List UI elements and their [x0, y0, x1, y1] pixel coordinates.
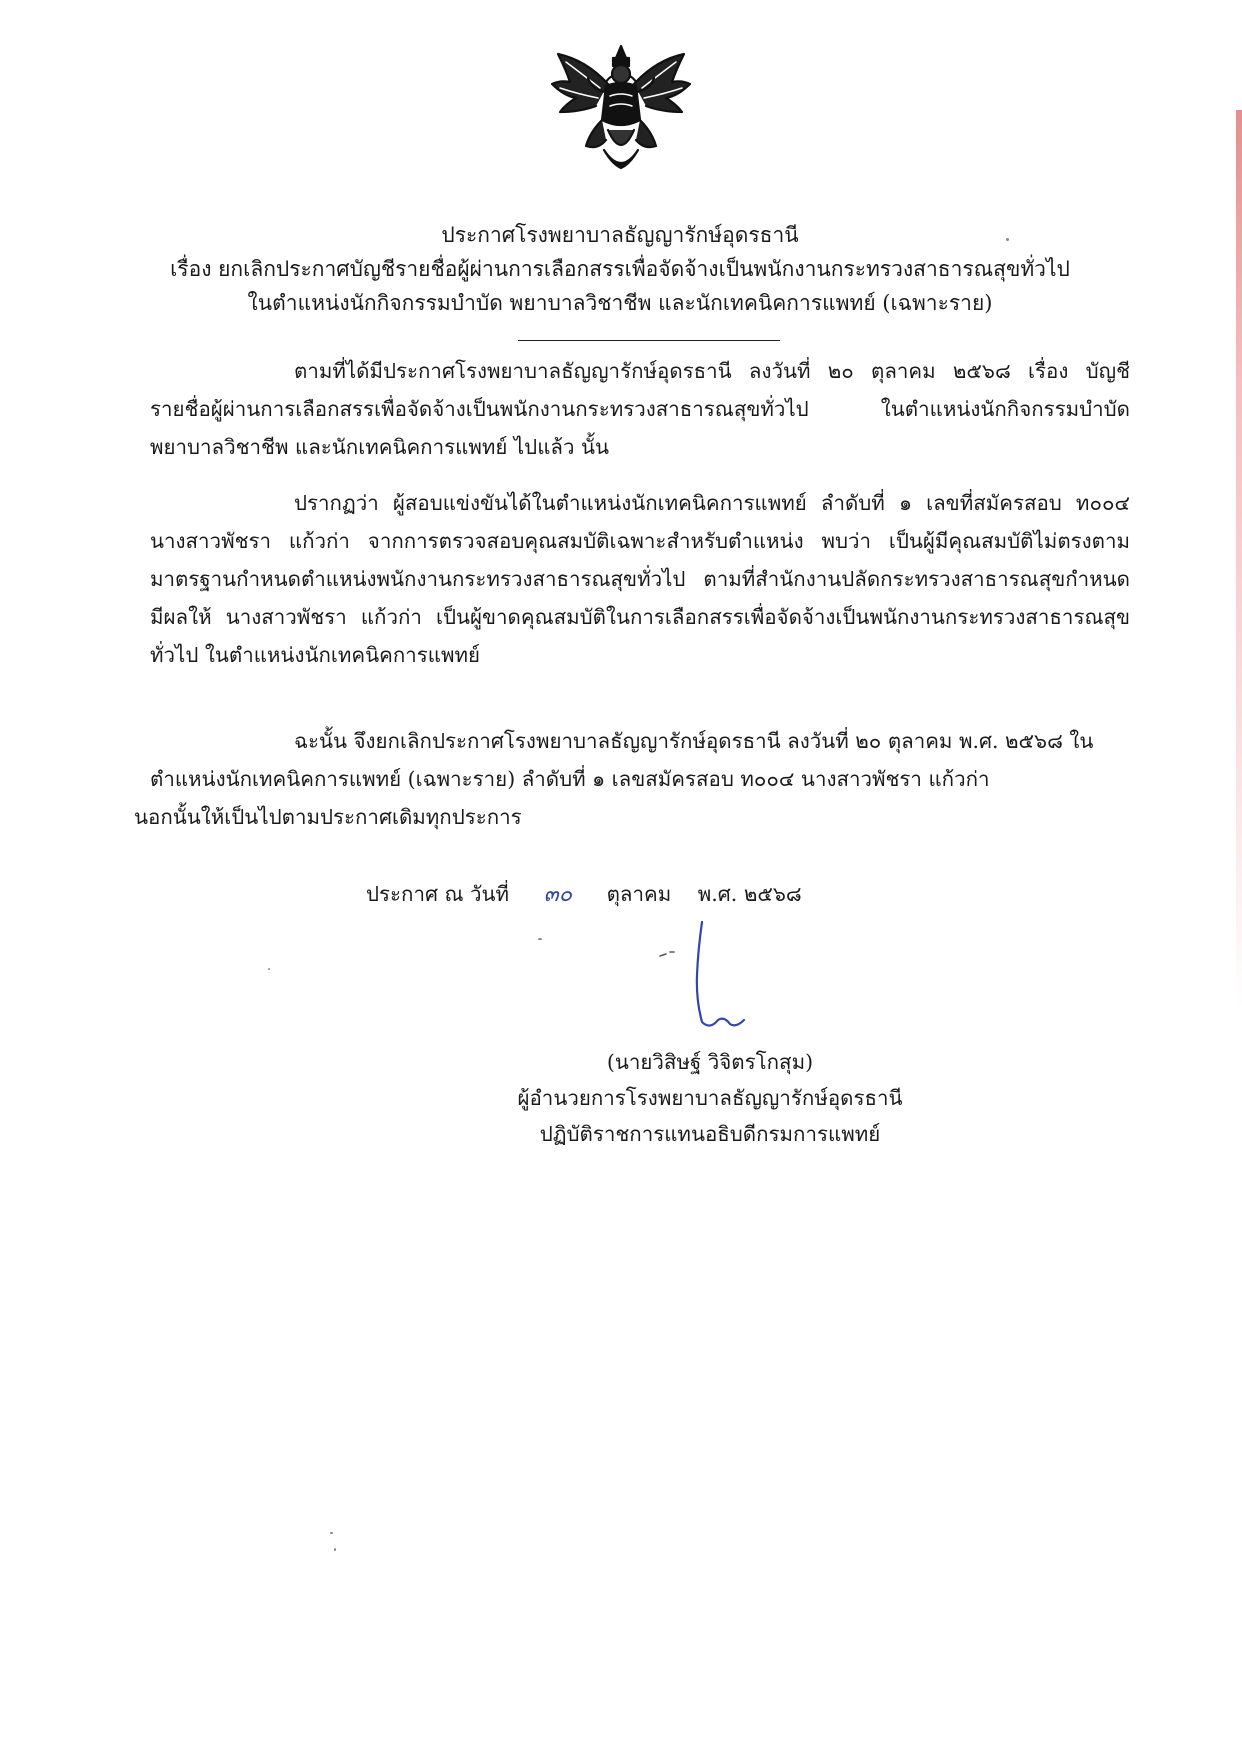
- paragraph-line: รายชื่อผู้ผ่านการเลือกสรรเพื่อจัดจ้างเป็นพนักงานกระทรวงสาธารณสุขทั่วไป ในตำแหน่งนักกิจกรรมบำบัด: [150, 397, 1130, 421]
- announcement-title: ประกาศโรงพยาบาลธัญญารักษ์อุดรธานี: [441, 223, 799, 247]
- scan-speck: [268, 968, 270, 970]
- paragraph-cancellation: [134, 722, 1130, 836]
- paragraph-line: ฉะนั้น จึงยกเลิกประกาศโรงพยาบาลธัญญารักษ์อุดรธานี ลงวันที่ ๒๐ ตุลาคม พ.ศ. ๒๕๖๘ ใน: [294, 729, 1094, 753]
- scan-speck: [330, 1532, 333, 1534]
- date-day-handwritten: ๓๐: [543, 882, 573, 907]
- paragraph-line: ตามที่ได้มีประกาศโรงพยาบาลธัญญารักษ์อุดรธานี ลงวันที่ ๒๐ ตุลาคม ๒๕๖๘ เรื่อง บัญชี: [294, 359, 1130, 383]
- paragraph-line: มาตรฐานกำหนดตำแหน่งพนักงานกระทรวงสาธารณสุขทั่วไป ตามที่สำนักงานปลัดกระทรวงสาธารณสุขกำหนด: [150, 567, 1130, 591]
- paragraph-finding: [150, 484, 1130, 674]
- edge-mark: [1236, 110, 1242, 1010]
- paragraph-line: พยาบาลวิชาชีพ และนักเทคนิคการแพทย์ ไปแล้ว นั้น: [150, 435, 610, 459]
- paragraph-line: ทั่วไป ในตำแหน่งนักเทคนิคการแพทย์: [150, 643, 481, 667]
- date-year: พ.ศ. ๒๕๖๘: [697, 882, 802, 906]
- signer-name: (นายวิสิษฐ์ วิจิตรโกสุม): [606, 1050, 814, 1074]
- paragraph-line: นอกนั้นให้เป็นไปตามประกาศเดิมทุกประการ: [134, 805, 522, 829]
- announcement-positions: ในตำแหน่งนักกิจกรรมบำบัด พยาบาลวิชาชีพ และนักเทคนิคการแพทย์ (เฉพาะราย): [247, 291, 993, 315]
- date-prefix: ประกาศ ณ วันที่: [366, 882, 510, 906]
- handwritten-signature: [640, 920, 770, 1035]
- paragraph-line: ปรากฏว่า ผู้สอบแข่งขันได้ในตำแหน่งนักเทคนิคการแพทย์ ลำดับที่ ๑ เลขที่สมัครสอบ ท๐๐๔: [294, 491, 1130, 515]
- paragraph-line: ตำแหน่งนักเทคนิคการแพทย์ (เฉพาะราย) ลำดับที่ ๑ เลขสมัครสอบ ท๐๐๔ นางสาวพัชรา แก้วก่า: [150, 767, 990, 791]
- header-divider: [518, 340, 780, 341]
- signer-acting-for: ปฏิบัติราชการแทนอธิบดีกรมการแพทย์: [539, 1122, 881, 1146]
- date-month: ตุลาคม: [606, 882, 672, 906]
- announcement-date: [366, 876, 802, 911]
- paragraph-reference: [150, 352, 1130, 466]
- scan-speck: [334, 1548, 336, 1551]
- paragraph-line: มีผลให้ นางสาวพัชรา แก้วก่า เป็นผู้ขาดคุณสมบัติในการเลือกสรรเพื่อจัดจ้างเป็นพนักงานกระทรวงสาธารณสุข: [150, 605, 1130, 629]
- paragraph-line: นางสาวพัชรา แก้วก่า จากการตรวจสอบคุณสมบัติเฉพาะสำหรับตำแหน่ง พบว่า เป็นผู้มีคุณสมบัติไม่ตรงตาม: [150, 529, 1130, 553]
- garuda-emblem-icon: [546, 40, 696, 180]
- signer-title: ผู้อำนวยการโรงพยาบาลธัญญารักษ์อุดรธานี: [517, 1086, 903, 1110]
- signer-block: [480, 1044, 940, 1152]
- document-header: [140, 218, 1100, 320]
- scan-speck: [1006, 238, 1009, 241]
- scan-speck: [538, 938, 542, 940]
- announcement-subject: เรื่อง ยกเลิกประกาศบัญชีรายชื่อผู้ผ่านการเลือกสรรเพื่อจัดจ้างเป็นพนักงานกระทรวงสาธารณสุขทั่วไป: [170, 257, 1070, 281]
